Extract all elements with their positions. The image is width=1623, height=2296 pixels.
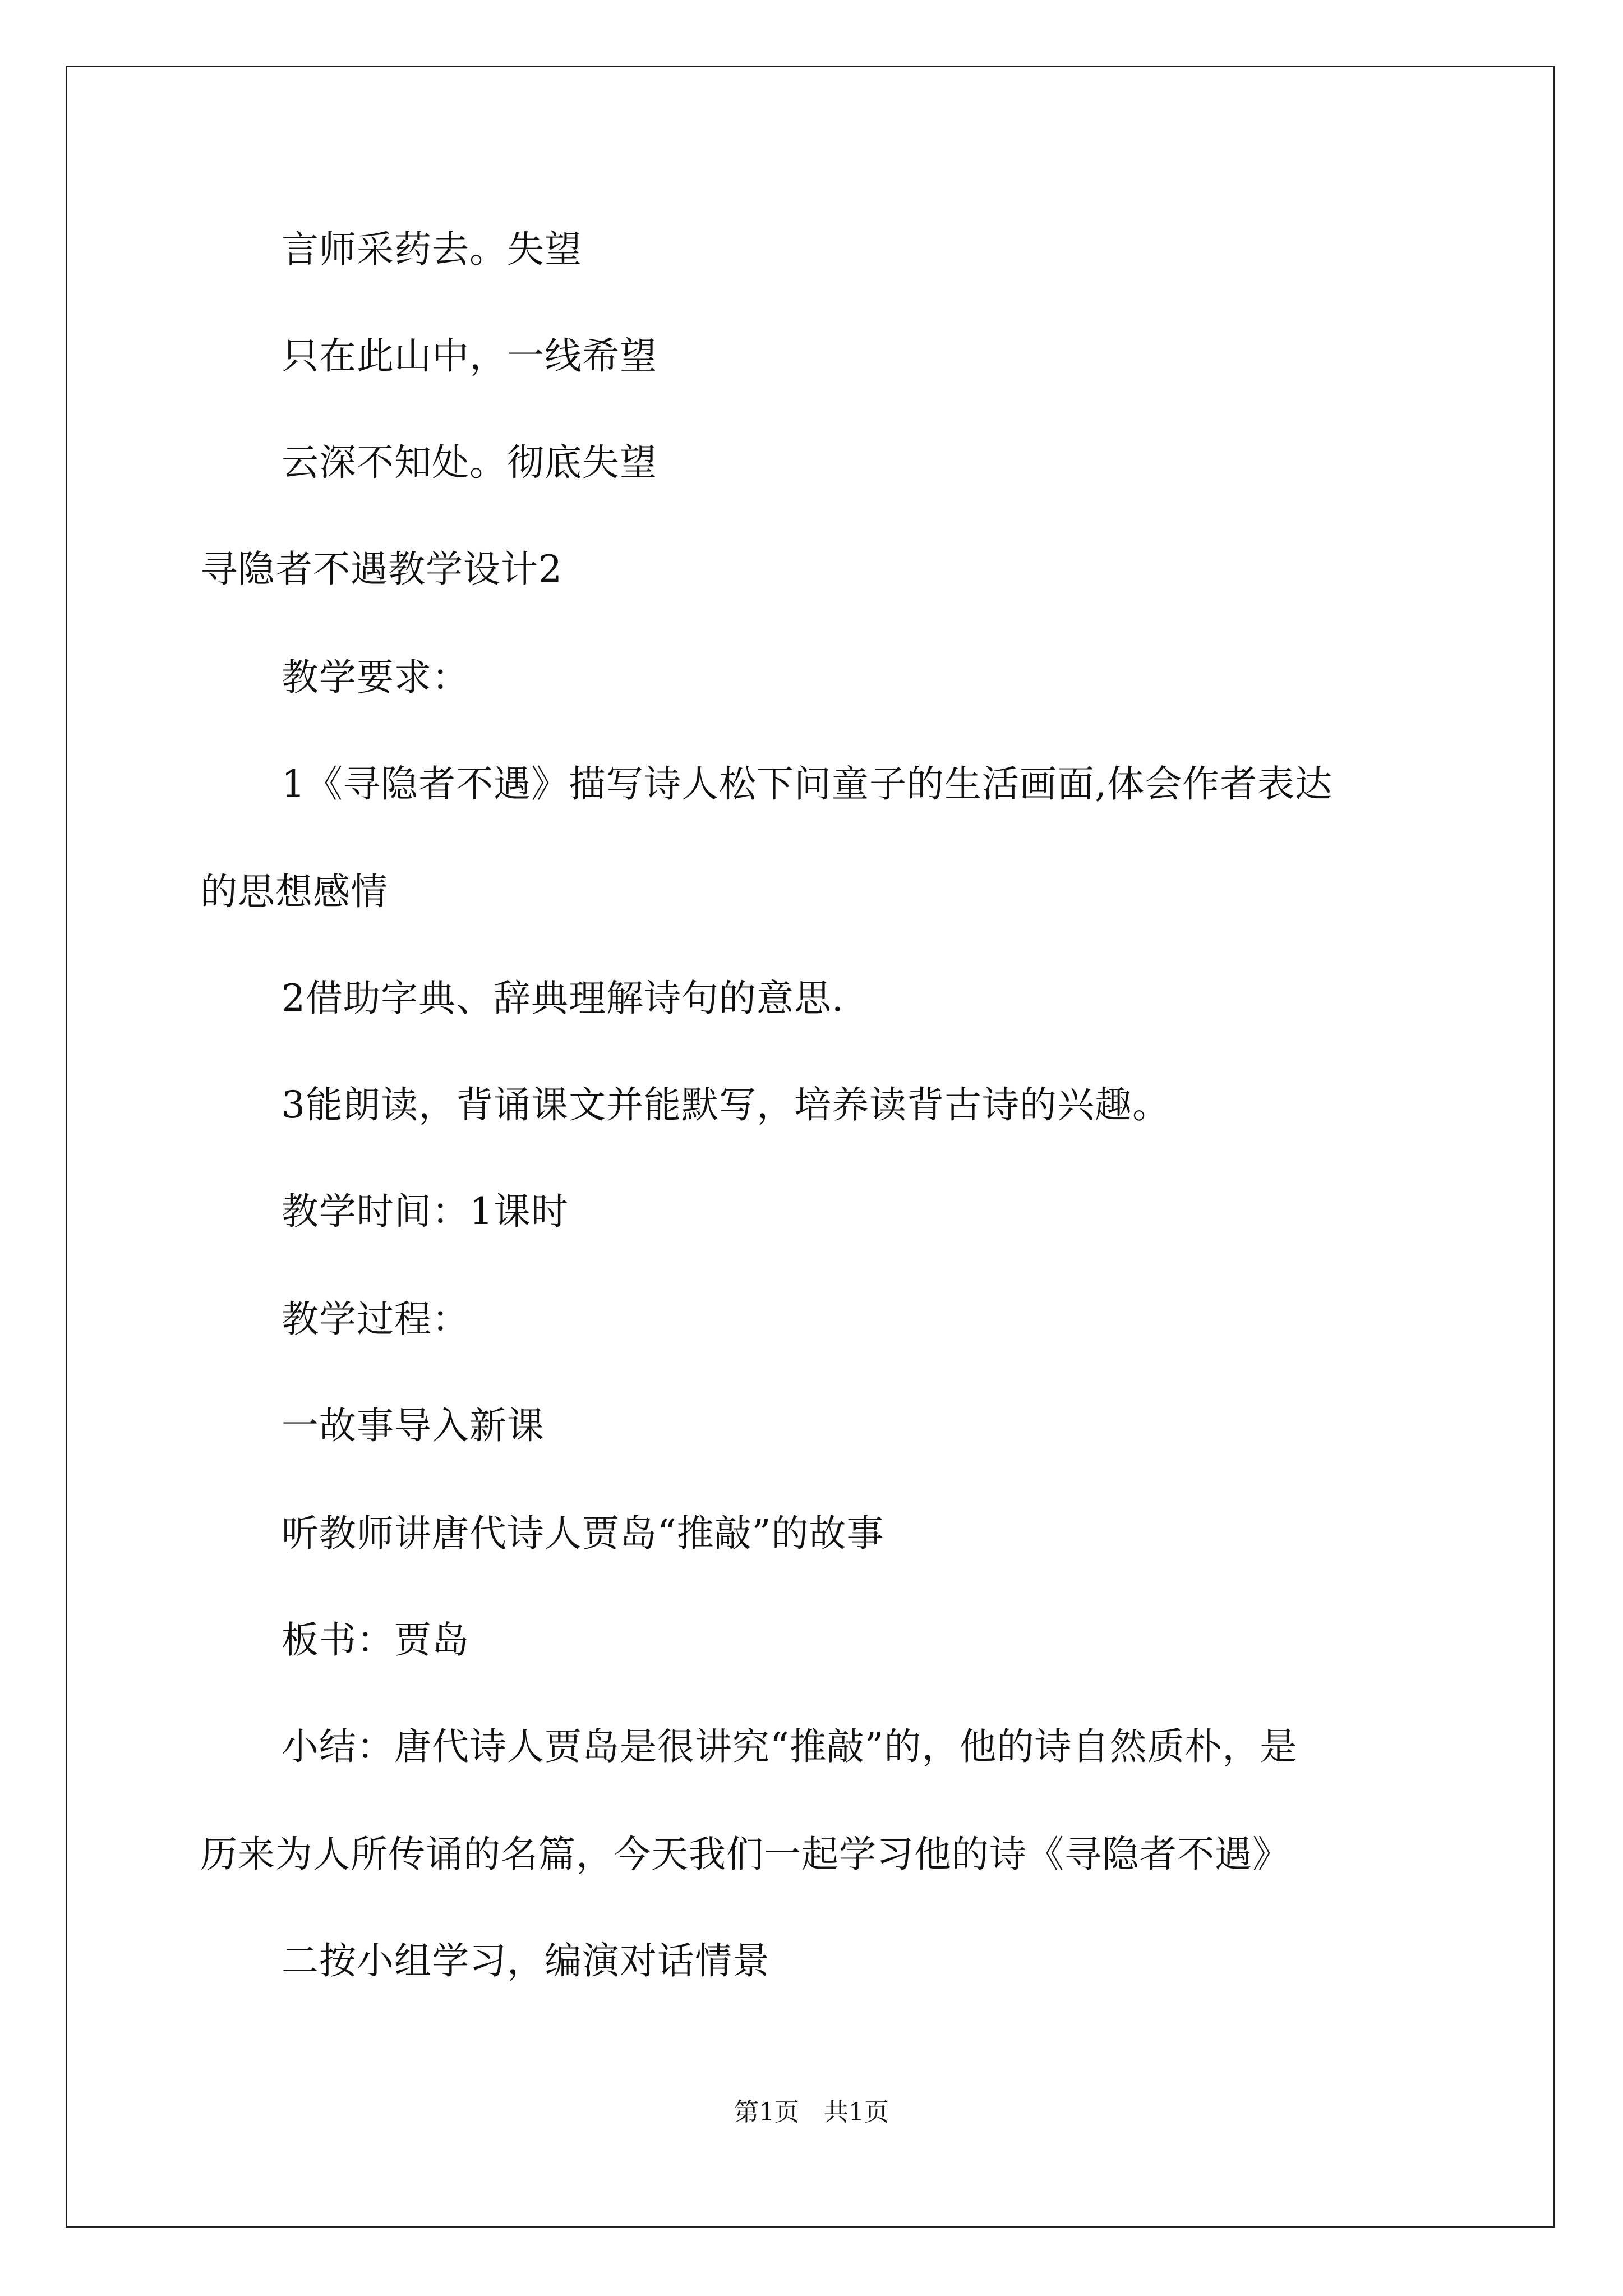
poem-line-1: 言师采药去。失望: [282, 228, 582, 271]
page-number-footer: 第1页 共1页: [734, 2098, 889, 2127]
requirement-1: 1《寻隐者不遇》描写诗人松下问童子的生活画面,体会作者表达: [282, 762, 1332, 806]
requirement-3: 3能朗读，背诵课文并能默写，培养读背古诗的兴趣。: [282, 1083, 1170, 1126]
summary-line-1: 小结：唐代诗人贾岛是很讲究“推敲”的，他的诗自然质朴，是: [282, 1725, 1298, 1768]
teaching-process-heading: 教学过程：: [282, 1297, 469, 1341]
requirement-2: 2借助字典、辞典理解诗句的意思.: [282, 977, 844, 1020]
poem-line-3: 云深不知处。彻底失望: [282, 441, 657, 484]
poem-line-2: 只在此山中，一线希望: [282, 334, 657, 378]
teaching-requirements-heading: 教学要求：: [282, 656, 469, 699]
blackboard-note: 板书：贾岛: [282, 1618, 469, 1662]
section-title: 寻隐者不遇教学设计2: [200, 547, 562, 591]
step-1-heading: 一故事导入新课: [282, 1404, 545, 1447]
page-frame: [66, 66, 1555, 2228]
step-1-story: 听教师讲唐代诗人贾岛“推敲”的故事: [282, 1512, 884, 1555]
teaching-time: 教学时间：1课时: [282, 1190, 569, 1233]
summary-line-2: 历来为人所传诵的名篇，今天我们一起学习他的诗《寻隐者不遇》: [200, 1833, 1290, 1876]
requirement-1-continued: 的思想感情: [200, 870, 388, 913]
step-2-heading: 二按小组学习，编演对话情景: [282, 1939, 770, 1982]
